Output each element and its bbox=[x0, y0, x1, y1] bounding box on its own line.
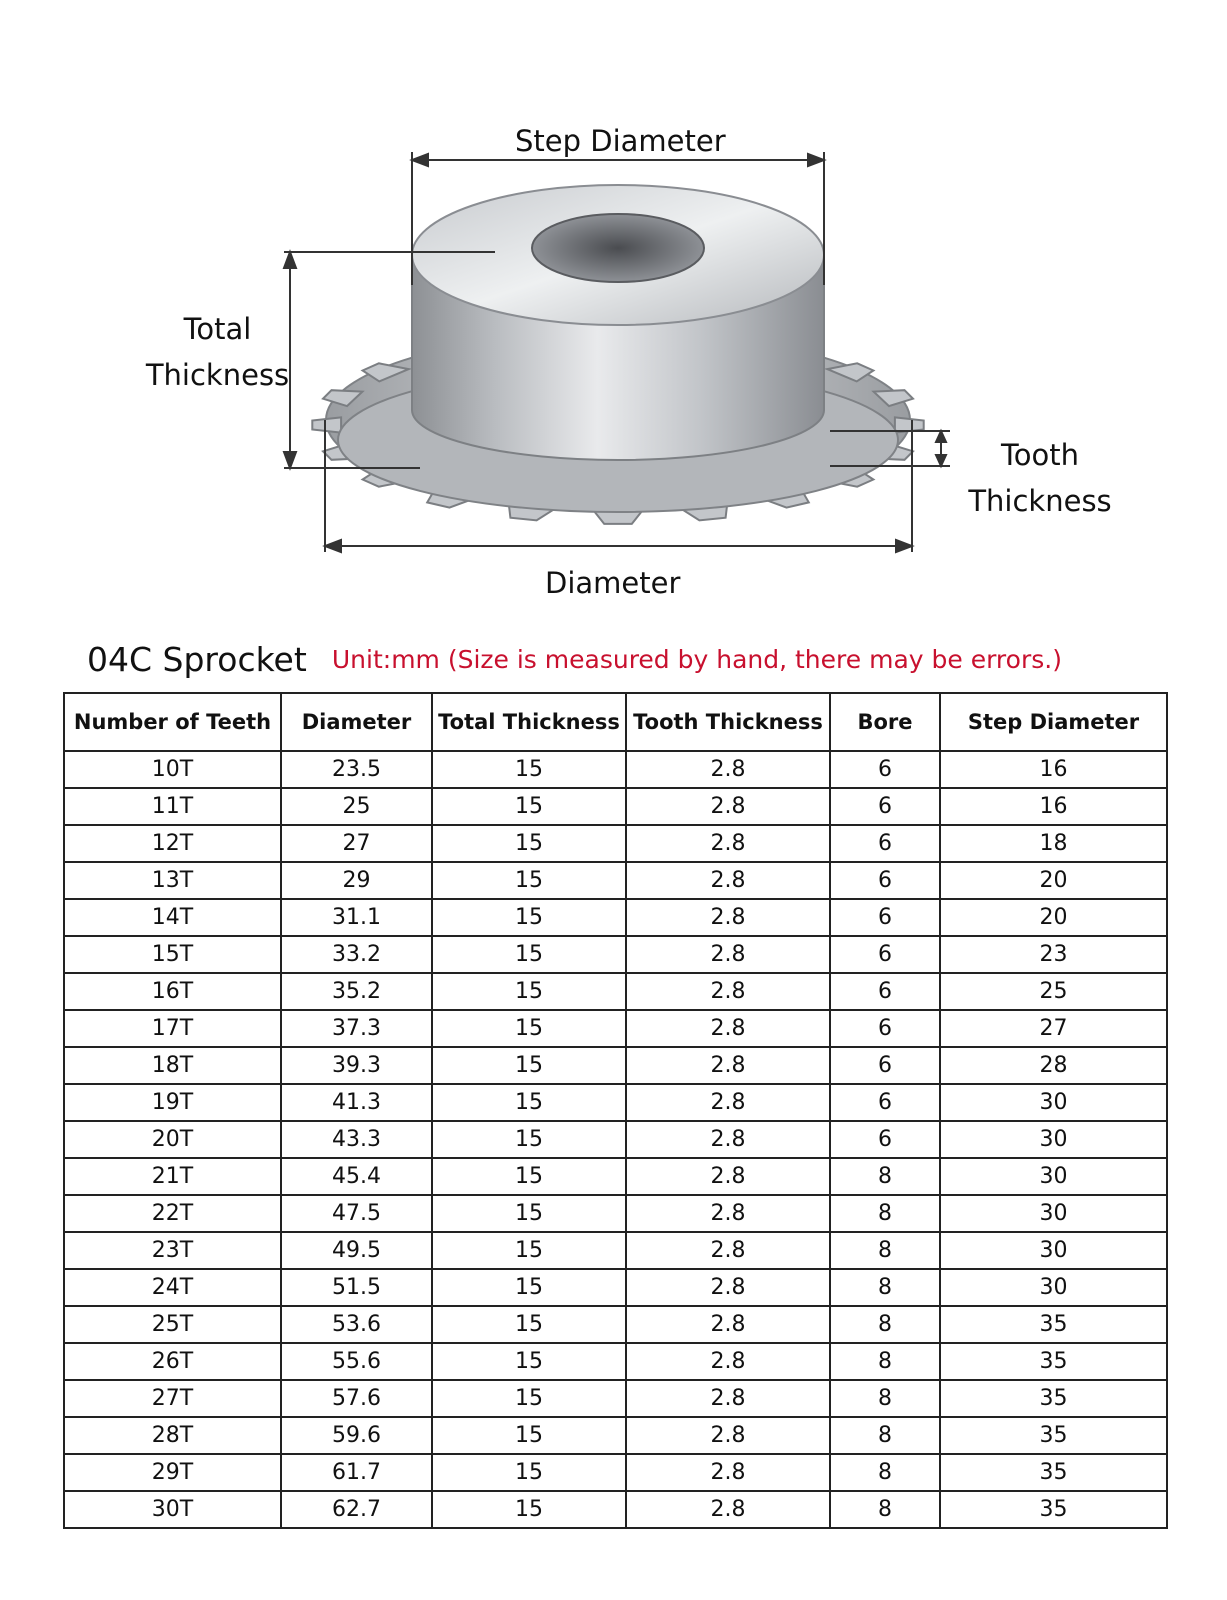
table-cell: 13T bbox=[64, 862, 281, 899]
table-cell: 23.5 bbox=[281, 751, 432, 788]
diameter-label: Diameter bbox=[545, 566, 681, 600]
table-row bbox=[64, 1417, 1167, 1454]
table-cell: 6 bbox=[830, 825, 940, 862]
table-cell: 15 bbox=[432, 1380, 626, 1417]
column-header: Number of Teeth bbox=[64, 693, 281, 751]
table-cell: 15 bbox=[432, 1417, 626, 1454]
table-cell: 2.8 bbox=[626, 1158, 830, 1195]
table-cell: 23T bbox=[64, 1232, 281, 1269]
table-cell: 16 bbox=[940, 751, 1167, 788]
table-heading bbox=[87, 640, 1207, 690]
tooth-thickness-label-line2: Thickness bbox=[968, 484, 1112, 519]
table-row bbox=[64, 825, 1167, 862]
table-cell: 6 bbox=[830, 1121, 940, 1158]
table-cell: 61.7 bbox=[281, 1454, 432, 1491]
table-cell: 2.8 bbox=[626, 973, 830, 1010]
table-cell: 8 bbox=[830, 1158, 940, 1195]
table-cell: 15 bbox=[432, 1010, 626, 1047]
table-cell: 29T bbox=[64, 1454, 281, 1491]
table-cell: 28 bbox=[940, 1047, 1167, 1084]
table-cell: 15 bbox=[432, 1269, 626, 1306]
table-row bbox=[64, 862, 1167, 899]
table-row bbox=[64, 1158, 1167, 1195]
table-cell: 15 bbox=[432, 1047, 626, 1084]
table-cell: 2.8 bbox=[626, 1343, 830, 1380]
table-cell: 23 bbox=[940, 936, 1167, 973]
sprocket-diagram bbox=[0, 0, 1227, 620]
table-cell: 2.8 bbox=[626, 1491, 830, 1528]
table-cell: 33.2 bbox=[281, 936, 432, 973]
table-cell: 8 bbox=[830, 1306, 940, 1343]
table-cell: 20 bbox=[940, 899, 1167, 936]
unit-note: Unit:mm (Size is measured by hand, there may be errors.) bbox=[331, 645, 1062, 674]
product-title: 04C Sprocket bbox=[87, 640, 307, 679]
table-cell: 25 bbox=[281, 788, 432, 825]
table-cell: 8 bbox=[830, 1269, 940, 1306]
step-diameter-label: Step Diameter bbox=[515, 124, 726, 158]
table-cell: 2.8 bbox=[626, 1306, 830, 1343]
table-cell: 2.8 bbox=[626, 1010, 830, 1047]
table-cell: 15 bbox=[432, 751, 626, 788]
table-cell: 62.7 bbox=[281, 1491, 432, 1528]
column-header: Total Thickness bbox=[432, 693, 626, 751]
table-cell: 2.8 bbox=[626, 862, 830, 899]
table-cell: 45.4 bbox=[281, 1158, 432, 1195]
table-cell: 25T bbox=[64, 1306, 281, 1343]
table-cell: 15 bbox=[432, 1195, 626, 1232]
table-cell: 2.8 bbox=[626, 1121, 830, 1158]
table-cell: 6 bbox=[830, 899, 940, 936]
table-cell: 59.6 bbox=[281, 1417, 432, 1454]
table-cell: 30T bbox=[64, 1491, 281, 1528]
table-row bbox=[64, 973, 1167, 1010]
table-cell: 2.8 bbox=[626, 1417, 830, 1454]
table-row bbox=[64, 1010, 1167, 1047]
table-row bbox=[64, 1047, 1167, 1084]
table-cell: 27 bbox=[281, 825, 432, 862]
table-cell: 16 bbox=[940, 788, 1167, 825]
table-cell: 15 bbox=[432, 1121, 626, 1158]
table-cell: 8 bbox=[830, 1343, 940, 1380]
table-cell: 8 bbox=[830, 1417, 940, 1454]
tooth-thickness-label bbox=[965, 432, 1115, 525]
table-cell: 15 bbox=[432, 1454, 626, 1491]
table-body bbox=[64, 751, 1167, 1528]
table-cell: 31.1 bbox=[281, 899, 432, 936]
table-cell: 35 bbox=[940, 1491, 1167, 1528]
table-row bbox=[64, 899, 1167, 936]
table-cell: 18T bbox=[64, 1047, 281, 1084]
table-cell: 2.8 bbox=[626, 825, 830, 862]
table-row bbox=[64, 1491, 1167, 1528]
table-cell: 35 bbox=[940, 1380, 1167, 1417]
table-cell: 15 bbox=[432, 862, 626, 899]
table-cell: 15 bbox=[432, 1491, 626, 1528]
table-cell: 30 bbox=[940, 1084, 1167, 1121]
table-cell: 20T bbox=[64, 1121, 281, 1158]
table-cell: 2.8 bbox=[626, 1195, 830, 1232]
table-cell: 8 bbox=[830, 1491, 940, 1528]
table-cell: 29 bbox=[281, 862, 432, 899]
table-row bbox=[64, 1380, 1167, 1417]
table-cell: 10T bbox=[64, 751, 281, 788]
table-cell: 19T bbox=[64, 1084, 281, 1121]
table-cell: 8 bbox=[830, 1232, 940, 1269]
table-cell: 6 bbox=[830, 973, 940, 1010]
table-cell: 53.6 bbox=[281, 1306, 432, 1343]
table-cell: 35 bbox=[940, 1454, 1167, 1491]
table-row bbox=[64, 1454, 1167, 1491]
gear-tooth bbox=[312, 417, 341, 432]
total-thickness-label bbox=[140, 306, 295, 399]
column-header: Tooth Thickness bbox=[626, 693, 830, 751]
tooth-thickness-label-line1: Tooth bbox=[1000, 438, 1080, 472]
table-cell: 14T bbox=[64, 899, 281, 936]
total-thickness-label-line1: Total bbox=[183, 312, 252, 346]
table-cell: 2.8 bbox=[626, 1380, 830, 1417]
table-cell: 35 bbox=[940, 1306, 1167, 1343]
table-cell: 27 bbox=[940, 1010, 1167, 1047]
table-cell: 8 bbox=[830, 1380, 940, 1417]
table-cell: 2.8 bbox=[626, 899, 830, 936]
spec-table bbox=[63, 692, 1168, 1529]
table-row bbox=[64, 788, 1167, 825]
table-cell: 43.3 bbox=[281, 1121, 432, 1158]
table-row bbox=[64, 1084, 1167, 1121]
table-cell: 11T bbox=[64, 788, 281, 825]
table-cell: 6 bbox=[830, 862, 940, 899]
table-row bbox=[64, 1232, 1167, 1269]
table-cell: 8 bbox=[830, 1195, 940, 1232]
table-cell: 26T bbox=[64, 1343, 281, 1380]
table-row bbox=[64, 1195, 1167, 1232]
table-cell: 35 bbox=[940, 1343, 1167, 1380]
table-header-row bbox=[64, 693, 1167, 751]
table-cell: 27T bbox=[64, 1380, 281, 1417]
table-cell: 17T bbox=[64, 1010, 281, 1047]
table-row bbox=[64, 1306, 1167, 1343]
table-cell: 22T bbox=[64, 1195, 281, 1232]
table-cell: 15 bbox=[432, 788, 626, 825]
table-cell: 15 bbox=[432, 1084, 626, 1121]
table-cell: 30 bbox=[940, 1195, 1167, 1232]
table-cell: 8 bbox=[830, 1454, 940, 1491]
column-header: Diameter bbox=[281, 693, 432, 751]
table-cell: 57.6 bbox=[281, 1380, 432, 1417]
table-cell: 20 bbox=[940, 862, 1167, 899]
table-cell: 6 bbox=[830, 751, 940, 788]
table-cell: 39.3 bbox=[281, 1047, 432, 1084]
table-cell: 25 bbox=[940, 973, 1167, 1010]
table-cell: 30 bbox=[940, 1232, 1167, 1269]
table-cell: 30 bbox=[940, 1121, 1167, 1158]
table-cell: 18 bbox=[940, 825, 1167, 862]
table-cell: 15T bbox=[64, 936, 281, 973]
table-row bbox=[64, 1343, 1167, 1380]
table-cell: 15 bbox=[432, 936, 626, 973]
table-cell: 15 bbox=[432, 1306, 626, 1343]
table-cell: 37.3 bbox=[281, 1010, 432, 1047]
table-cell: 2.8 bbox=[626, 788, 830, 825]
table-cell: 15 bbox=[432, 973, 626, 1010]
table-cell: 24T bbox=[64, 1269, 281, 1306]
table-cell: 49.5 bbox=[281, 1232, 432, 1269]
total-thickness-label-line2: Thickness bbox=[145, 358, 290, 393]
table-cell: 41.3 bbox=[281, 1084, 432, 1121]
table-cell: 30 bbox=[940, 1269, 1167, 1306]
table-cell: 12T bbox=[64, 825, 281, 862]
column-header: Bore bbox=[830, 693, 940, 751]
table-cell: 15 bbox=[432, 1343, 626, 1380]
table-cell: 35.2 bbox=[281, 973, 432, 1010]
table-cell: 6 bbox=[830, 1084, 940, 1121]
table-cell: 28T bbox=[64, 1417, 281, 1454]
table-cell: 2.8 bbox=[626, 1084, 830, 1121]
table-cell: 55.6 bbox=[281, 1343, 432, 1380]
table-cell: 47.5 bbox=[281, 1195, 432, 1232]
table-cell: 2.8 bbox=[626, 751, 830, 788]
table-cell: 2.8 bbox=[626, 1454, 830, 1491]
table-cell: 2.8 bbox=[626, 1232, 830, 1269]
table-cell: 51.5 bbox=[281, 1269, 432, 1306]
table-cell: 15 bbox=[432, 1232, 626, 1269]
table-cell: 2.8 bbox=[626, 1269, 830, 1306]
table-cell: 35 bbox=[940, 1417, 1167, 1454]
table-row bbox=[64, 751, 1167, 788]
table-cell: 15 bbox=[432, 1158, 626, 1195]
table-cell: 6 bbox=[830, 1010, 940, 1047]
table-cell: 2.8 bbox=[626, 936, 830, 973]
table-cell: 15 bbox=[432, 899, 626, 936]
table-cell: 6 bbox=[830, 1047, 940, 1084]
table-cell: 21T bbox=[64, 1158, 281, 1195]
hub bbox=[412, 185, 824, 460]
column-header: Step Diameter bbox=[940, 693, 1167, 751]
table-cell: 6 bbox=[830, 788, 940, 825]
table-cell: 2.8 bbox=[626, 1047, 830, 1084]
table-row bbox=[64, 1269, 1167, 1306]
table-row bbox=[64, 1121, 1167, 1158]
table-cell: 16T bbox=[64, 973, 281, 1010]
table-row bbox=[64, 936, 1167, 973]
table-cell: 6 bbox=[830, 936, 940, 973]
table-cell: 15 bbox=[432, 825, 626, 862]
table-cell: 30 bbox=[940, 1158, 1167, 1195]
